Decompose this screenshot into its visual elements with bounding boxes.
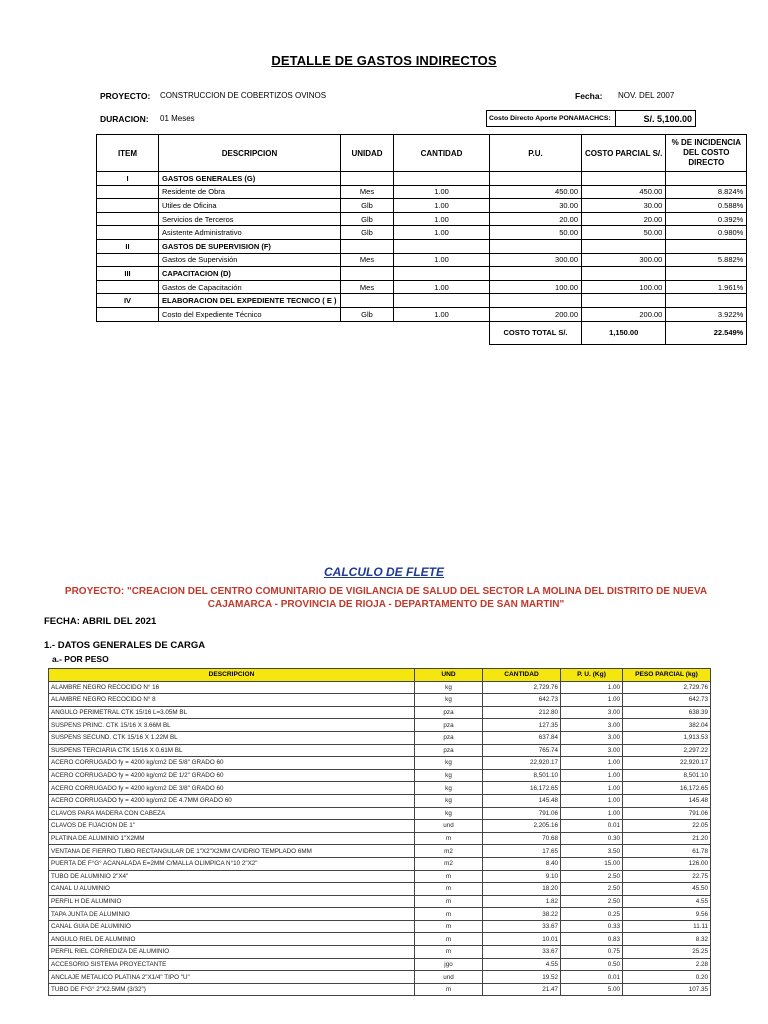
- cell-unidad: Mes: [341, 280, 394, 294]
- cell-pu: 0.25: [561, 908, 623, 921]
- cell-peso-parcial: 45.50: [623, 883, 711, 896]
- cell-pu: [490, 239, 582, 253]
- cell-pu: 2.50: [561, 883, 623, 896]
- cell-unidad: Mes: [341, 185, 394, 199]
- cell-pu: 50.00: [490, 226, 582, 240]
- empty-cell: [341, 321, 394, 344]
- col-item-header: ITEM: [97, 135, 159, 172]
- costo-directo-label-box: [486, 110, 616, 127]
- cell-cantidad: 18.20: [483, 883, 561, 896]
- cell-peso-parcial: 126.00: [623, 857, 711, 870]
- cell-descripcion: SUSPENS SECUND. CTK 15/16 X 1.22M BL: [49, 731, 415, 744]
- cell-pu: 3.50: [561, 845, 623, 858]
- flete-col-descripcion: DESCRIPCION: [49, 669, 415, 682]
- cell-descripcion: TUBO DE ALUMINIO 2"X4": [49, 870, 415, 883]
- cell-cantidad: 19.52: [483, 971, 561, 984]
- cell-peso-parcial: 8,501.10: [623, 769, 711, 782]
- cell-unidad: Glb: [341, 226, 394, 240]
- cell-pu: 1.00: [561, 694, 623, 707]
- flete-row: [49, 971, 711, 984]
- cell-descripcion: ACERO CORRUGADO fy = 4200 kg/cm2 DE 3/8" GRADO 60: [49, 782, 415, 795]
- cell-peso-parcial: 61.78: [623, 845, 711, 858]
- cell-pct: 0.392%: [666, 212, 747, 226]
- cell-pct: 0.588%: [666, 199, 747, 213]
- col-parcial-header: COSTO PARCIAL S/.: [582, 135, 666, 172]
- gastos-indirectos-table: [96, 134, 747, 345]
- cell-cantidad: 1.00: [394, 199, 490, 213]
- table-row: [97, 280, 747, 294]
- cell-descripcion: ANGULO RIEL DE ALUMINIO: [49, 933, 415, 946]
- cell-descripcion: ACERO CORRUGADO fy = 4200 kg/cm2 DE 1/2" GRADO 60: [49, 769, 415, 782]
- cell-descripcion: ANGULO PERIMETRAL CTK 15/16 L=3.05M BL: [49, 706, 415, 719]
- cell-peso-parcial: 21.20: [623, 832, 711, 845]
- cell-pu: 1.00: [561, 794, 623, 807]
- cell-peso-parcial: 8.32: [623, 933, 711, 946]
- cell-pct: 5.882%: [666, 253, 747, 267]
- cell-item: [97, 226, 159, 240]
- section-row: [97, 172, 747, 186]
- cell-peso-parcial: 1,913.53: [623, 731, 711, 744]
- cell-pu: 0.83: [561, 933, 623, 946]
- col-pu-header: P.U.: [490, 135, 582, 172]
- cell-descripcion: PLATINA DE ALUMINIO 1"X2MM: [49, 832, 415, 845]
- cell-item: [97, 253, 159, 267]
- cell-parcial: 30.00: [582, 199, 666, 213]
- cell-cantidad: 33.67: [483, 946, 561, 959]
- costo-directo-label: Costo Directo Aporte PONAMACHCS:: [489, 115, 611, 122]
- flete-row: [49, 946, 711, 959]
- page-title: DETALLE DE GASTOS INDIRECTOS: [271, 53, 497, 68]
- cell-cantidad: 1.00: [394, 280, 490, 294]
- cell-cantidad: 145.48: [483, 794, 561, 807]
- cell-pu: 3.00: [561, 731, 623, 744]
- cell-peso-parcial: 642.73: [623, 694, 711, 707]
- cell-pu: 0.33: [561, 920, 623, 933]
- cell-und: m: [415, 895, 483, 908]
- cell-peso-parcial: 25.25: [623, 946, 711, 959]
- cell-und: jgo: [415, 958, 483, 971]
- cell-parcial: 300.00: [582, 253, 666, 267]
- cell-parcial: 450.00: [582, 185, 666, 199]
- table-row: [97, 307, 747, 321]
- cell-und: kg: [415, 694, 483, 707]
- flete-row: [49, 719, 711, 732]
- cell-und: kg: [415, 769, 483, 782]
- cell-descripcion: TUBO DE F°G° 2"X2.5MM (3/32"): [49, 983, 415, 996]
- cell-pct: 1.961%: [666, 280, 747, 294]
- cell-descripcion: PUERTA DE F°G° ACANALADA E=2MM C/MALLA OLIMPICA N°10 2"X2": [49, 857, 415, 870]
- table-row: [97, 212, 747, 226]
- table-header-row: [97, 135, 747, 172]
- flete-row: [49, 794, 711, 807]
- cell-item: II: [97, 239, 159, 253]
- cell-desc: GASTOS DE SUPERVISION (F): [159, 239, 341, 253]
- cell-pu: 200.00: [490, 307, 582, 321]
- cell-und: pza: [415, 719, 483, 732]
- cell-und: m: [415, 870, 483, 883]
- flete-col-peso-parcial: PESO PARCIAL (kg): [623, 669, 711, 682]
- cell-peso-parcial: 22.75: [623, 870, 711, 883]
- flete-row: [49, 958, 711, 971]
- cell-parcial: 20.00: [582, 212, 666, 226]
- duracion-value: 01 Meses: [160, 114, 195, 123]
- cell-pu: 0.01: [561, 820, 623, 833]
- cell-cantidad: 38.22: [483, 908, 561, 921]
- cell-peso-parcial: 9.56: [623, 908, 711, 921]
- section-row: [97, 239, 747, 253]
- cell-descripcion: CLAVOS DE FIJACION DE 1": [49, 820, 415, 833]
- cell-unidad: Glb: [341, 307, 394, 321]
- cell-cantidad: 1.00: [394, 307, 490, 321]
- cell-cantidad: 9.10: [483, 870, 561, 883]
- cell-unidad: [341, 172, 394, 186]
- flete-col-pu: P. U. (Kg): [561, 669, 623, 682]
- cell-cantidad: [394, 172, 490, 186]
- cell-pu: 3.00: [561, 744, 623, 757]
- cell-desc: ELABORACION DEL EXPEDIENTE TECNICO ( E ): [159, 294, 341, 308]
- flete-row: [49, 845, 711, 858]
- cell-und: m: [415, 908, 483, 921]
- cell-peso-parcial: 107.35: [623, 983, 711, 996]
- cell-descripcion: CANAL U ALUMINIO: [49, 883, 415, 896]
- flete-row: [49, 895, 711, 908]
- costo-directo-value-box: [615, 110, 696, 127]
- cell-pu: 0.30: [561, 832, 623, 845]
- cell-peso-parcial: 11.11: [623, 920, 711, 933]
- cell-cantidad: [394, 239, 490, 253]
- flete-row: [49, 857, 711, 870]
- fecha-label: Fecha:: [575, 91, 603, 101]
- cell-pu: 15.00: [561, 857, 623, 870]
- cell-cantidad: 2,729.76: [483, 681, 561, 694]
- cell-und: pza: [415, 731, 483, 744]
- flete-row: [49, 908, 711, 921]
- cell-unidad: Mes: [341, 253, 394, 267]
- cell-cantidad: 1.00: [394, 185, 490, 199]
- duracion-label: DURACION:: [100, 114, 149, 124]
- cell-und: m: [415, 933, 483, 946]
- cell-pu: [490, 267, 582, 281]
- cell-pu: 0.01: [561, 971, 623, 984]
- cell-desc: Costo del Expediente Técnico: [159, 307, 341, 321]
- cell-peso-parcial: 791.06: [623, 807, 711, 820]
- empty-cell: [394, 321, 490, 344]
- cell-parcial: [582, 239, 666, 253]
- cell-und: pza: [415, 706, 483, 719]
- cell-und: m2: [415, 857, 483, 870]
- cell-cantidad: 21.47: [483, 983, 561, 996]
- cell-cantidad: 33.67: [483, 920, 561, 933]
- flete-row: [49, 706, 711, 719]
- flete-col-und: UND: [415, 669, 483, 682]
- cell-cantidad: 1.00: [394, 226, 490, 240]
- cell-cantidad: 765.74: [483, 744, 561, 757]
- cell-pu: 1.00: [561, 807, 623, 820]
- cell-item: [97, 212, 159, 226]
- cell-pct: [666, 267, 747, 281]
- cell-pu: 1.00: [561, 681, 623, 694]
- cell-peso-parcial: 145.48: [623, 794, 711, 807]
- cell-pu: 1.00: [561, 782, 623, 795]
- cell-cantidad: 1.82: [483, 895, 561, 908]
- cell-item: IV: [97, 294, 159, 308]
- total-pct: 22.549%: [666, 321, 747, 344]
- flete-row: [49, 933, 711, 946]
- flete-row: [49, 757, 711, 770]
- cell-pu: 0.75: [561, 946, 623, 959]
- cell-desc: Gastos de Supervisión: [159, 253, 341, 267]
- flete-row: [49, 681, 711, 694]
- cell-cantidad: 22,920.17: [483, 757, 561, 770]
- cell-desc: Residente de Obra: [159, 185, 341, 199]
- cell-cantidad: 212.80: [483, 706, 561, 719]
- cell-und: m2: [415, 845, 483, 858]
- cell-cantidad: 127.35: [483, 719, 561, 732]
- cell-pu: 3.00: [561, 706, 623, 719]
- cell-parcial: [582, 294, 666, 308]
- cell-unidad: [341, 239, 394, 253]
- cell-und: kg: [415, 757, 483, 770]
- total-row: [97, 321, 747, 344]
- cell-unidad: Glb: [341, 199, 394, 213]
- cell-peso-parcial: 2,297.22: [623, 744, 711, 757]
- cell-pu: 5.00: [561, 983, 623, 996]
- flete-row: [49, 782, 711, 795]
- flete-row: [49, 983, 711, 996]
- table-row: [97, 226, 747, 240]
- cell-und: m: [415, 983, 483, 996]
- cell-peso-parcial: 16,172.65: [623, 782, 711, 795]
- flete-row: [49, 694, 711, 707]
- cell-desc: Servicios de Terceros: [159, 212, 341, 226]
- cell-peso-parcial: 4.55: [623, 895, 711, 908]
- flete-table: [48, 668, 711, 996]
- flete-title: CALCULO DE FLETE: [324, 565, 444, 579]
- col-cantidad-header: CANTIDAD: [394, 135, 490, 172]
- cell-descripcion: SUSPENS PRINC. CTK 15/16 X 3.66M BL: [49, 719, 415, 732]
- flete-subsection-title: a.- POR PESO: [52, 654, 109, 664]
- empty-cell: [159, 321, 341, 344]
- cell-descripcion: TAPA JUNTA DE ALUMINIO: [49, 908, 415, 921]
- cell-peso-parcial: 382.04: [623, 719, 711, 732]
- cell-pu: [490, 172, 582, 186]
- fecha-value: NOV. DEL 2007: [618, 91, 675, 100]
- cell-descripcion: ANCLAJE METALICO PLATINA 2"X1/4" TIPO "U": [49, 971, 415, 984]
- cell-pu: 450.00: [490, 185, 582, 199]
- col-descripcion-header: DESCRIPCION: [159, 135, 341, 172]
- flete-row: [49, 807, 711, 820]
- flete-proyecto: PROYECTO: "CREACION DEL CENTRO COMUNITARIO DE VIGILANCIA DE SALUD DEL SECTOR LA MOLINA DEL DISTRITO DE NUEVA CAJAMARCA - PROVINCIA DE RIOJA - DEPARTAMENTO DE SAN MARTIN": [64, 586, 708, 610]
- cell-cantidad: 10.01: [483, 933, 561, 946]
- cell-descripcion: ACERO CORRUGADO fy = 4200 kg/cm2 DE 5/8" GRADO 60: [49, 757, 415, 770]
- cell-pu: 2.50: [561, 895, 623, 908]
- cell-desc: CAPACITACION (D): [159, 267, 341, 281]
- cell-pu: 300.00: [490, 253, 582, 267]
- cell-peso-parcial: 2,729.76: [623, 681, 711, 694]
- flete-fecha: FECHA: ABRIL DEL 2021: [44, 616, 157, 627]
- cell-pct: [666, 239, 747, 253]
- cell-descripcion: SUSPENS TERCIARIA CTK 15/16 X 0.61M BL: [49, 744, 415, 757]
- cell-item: I: [97, 172, 159, 186]
- total-value: 1,150.00: [582, 321, 666, 344]
- cell-und: und: [415, 971, 483, 984]
- cell-cantidad: 1.00: [394, 253, 490, 267]
- cell-item: [97, 280, 159, 294]
- cell-pu: 1.00: [561, 769, 623, 782]
- cell-parcial: 100.00: [582, 280, 666, 294]
- cell-und: m: [415, 920, 483, 933]
- cell-pu: 30.00: [490, 199, 582, 213]
- cell-parcial: 50.00: [582, 226, 666, 240]
- cell-descripcion: PERFIL H DE ALUMINIO: [49, 895, 415, 908]
- cell-pct: [666, 172, 747, 186]
- cell-pct: 0.980%: [666, 226, 747, 240]
- table-row: [97, 199, 747, 213]
- cell-item: [97, 199, 159, 213]
- cell-descripcion: CLAVOS PARA MADERA CON CABEZA: [49, 807, 415, 820]
- table-row: [97, 253, 747, 267]
- cell-descripcion: VENTANA DE FIERRO TUBO RECTANGULAR DE 1"X2"X2MM C/VIDRIO TEMPLADO 6MM: [49, 845, 415, 858]
- cell-cantidad: 642.73: [483, 694, 561, 707]
- cell-desc: GASTOS GENERALES (G): [159, 172, 341, 186]
- flete-row: [49, 920, 711, 933]
- costo-directo-value: S/. 5,100.00: [643, 114, 692, 124]
- cell-desc: Utiles de Oficina: [159, 199, 341, 213]
- cell-und: kg: [415, 782, 483, 795]
- cell-und: kg: [415, 794, 483, 807]
- cell-desc: Asistente Administrativo: [159, 226, 341, 240]
- col-incidencia-header: % DE INCIDENCIA DEL COSTO DIRECTO: [666, 135, 747, 172]
- cell-desc: Gastos de Capacitación: [159, 280, 341, 294]
- cell-peso-parcial: 22,920.17: [623, 757, 711, 770]
- cell-cantidad: 1.00: [394, 212, 490, 226]
- flete-row: [49, 744, 711, 757]
- cell-item: [97, 185, 159, 199]
- cell-descripcion: ACERO CORRUGADO fy = 4200 kg/cm2 DE 4.7MM GRADO 60: [49, 794, 415, 807]
- cell-peso-parcial: 638.39: [623, 706, 711, 719]
- section-row: [97, 294, 747, 308]
- cell-und: m: [415, 946, 483, 959]
- cell-und: m: [415, 832, 483, 845]
- cell-cantidad: 637.84: [483, 731, 561, 744]
- cell-descripcion: ALAMBRE NEGRO RECOCIDO N° 16: [49, 681, 415, 694]
- cell-pu: 20.00: [490, 212, 582, 226]
- cell-cantidad: [394, 294, 490, 308]
- cell-parcial: [582, 267, 666, 281]
- cell-und: m: [415, 883, 483, 896]
- flete-row: [49, 883, 711, 896]
- cell-peso-parcial: 22.05: [623, 820, 711, 833]
- cell-cantidad: 17.65: [483, 845, 561, 858]
- cell-peso-parcial: 2.28: [623, 958, 711, 971]
- table-row: [97, 185, 747, 199]
- cell-cantidad: 2,205.16: [483, 820, 561, 833]
- cell-cantidad: 791.06: [483, 807, 561, 820]
- flete-row: [49, 870, 711, 883]
- proyecto-value: CONSTRUCCION DE COBERTIZOS OVINOS: [160, 91, 327, 100]
- flete-header-row: [49, 669, 711, 682]
- cell-pu: 3.00: [561, 719, 623, 732]
- flete-row: [49, 820, 711, 833]
- cell-cantidad: 8,501.10: [483, 769, 561, 782]
- section-row: [97, 267, 747, 281]
- cell-pu: 100.00: [490, 280, 582, 294]
- cell-unidad: [341, 267, 394, 281]
- col-unidad-header: UNIDAD: [341, 135, 394, 172]
- cell-und: kg: [415, 807, 483, 820]
- cell-pct: 3.922%: [666, 307, 747, 321]
- cell-cantidad: 8.40: [483, 857, 561, 870]
- cell-item: [97, 307, 159, 321]
- cell-pct: 8.824%: [666, 185, 747, 199]
- flete-row: [49, 832, 711, 845]
- cell-cantidad: 16,172.65: [483, 782, 561, 795]
- cell-descripcion: ACCESORIO SISTEMA PROYECTANTE: [49, 958, 415, 971]
- empty-cell: [97, 321, 159, 344]
- cell-pu: 0.50: [561, 958, 623, 971]
- cell-peso-parcial: 0.20: [623, 971, 711, 984]
- cell-pct: [666, 294, 747, 308]
- cell-descripcion: PERFIL RIEL CORREDIZA DE ALUMINIO: [49, 946, 415, 959]
- total-label: COSTO TOTAL S/.: [490, 321, 582, 344]
- flete-row: [49, 731, 711, 744]
- cell-unidad: Glb: [341, 212, 394, 226]
- flete-row: [49, 769, 711, 782]
- cell-und: und: [415, 820, 483, 833]
- cell-cantidad: 4.55: [483, 958, 561, 971]
- cell-item: III: [97, 267, 159, 281]
- cell-und: pza: [415, 744, 483, 757]
- cell-cantidad: 70.68: [483, 832, 561, 845]
- cell-descripcion: CANAL GUIA DE ALUMINIO: [49, 920, 415, 933]
- cell-pu: 1.00: [561, 757, 623, 770]
- cell-parcial: [582, 172, 666, 186]
- cell-pu: 2.50: [561, 870, 623, 883]
- proyecto-label: PROYECTO:: [100, 91, 151, 101]
- cell-descripcion: ALAMBRE NEGRO RECOCIDO N° 8: [49, 694, 415, 707]
- cell-parcial: 200.00: [582, 307, 666, 321]
- flete-section-title: 1.- DATOS GENERALES DE CARGA: [44, 640, 206, 651]
- flete-col-cantidad: CANTIDAD: [483, 669, 561, 682]
- cell-pu: [490, 294, 582, 308]
- cell-unidad: [341, 294, 394, 308]
- cell-cantidad: [394, 267, 490, 281]
- cell-und: kg: [415, 681, 483, 694]
